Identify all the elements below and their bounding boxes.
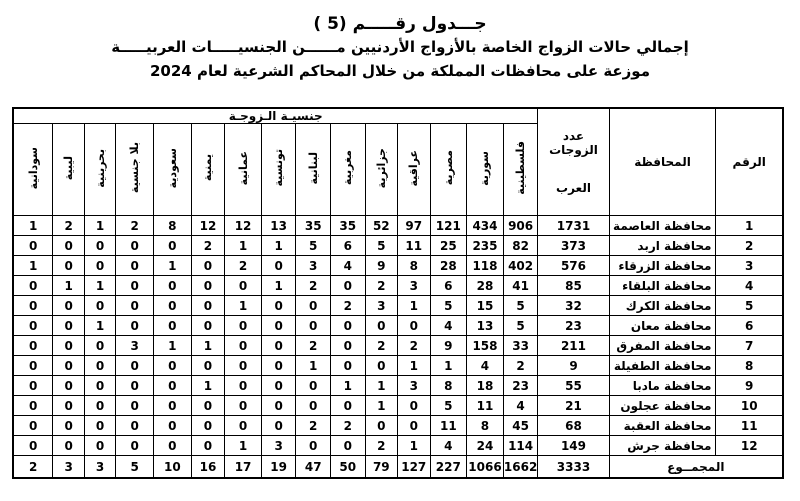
row-value: 1 bbox=[398, 356, 430, 376]
row-value: 0 bbox=[261, 316, 296, 336]
row-value: 9 bbox=[430, 336, 467, 356]
row-value: 0 bbox=[53, 236, 84, 256]
row-governorate: محافظة جرش bbox=[609, 436, 716, 456]
nationality-label: يمنية bbox=[201, 154, 215, 182]
row-total: 1731 bbox=[538, 216, 609, 236]
row-governorate: محافظة العاصمة bbox=[609, 216, 716, 236]
totals-row bbox=[13, 456, 783, 479]
governorate-header: المحافظة bbox=[609, 108, 716, 216]
row-value: 2 bbox=[365, 436, 397, 456]
nationality-label: فلسطينية bbox=[514, 141, 528, 195]
row-value: 0 bbox=[116, 276, 154, 296]
totals-value: 19 bbox=[261, 456, 296, 479]
row-value: 8 bbox=[430, 376, 467, 396]
row-rank: 12 bbox=[716, 436, 783, 456]
row-value: 0 bbox=[13, 376, 53, 396]
row-value: 1 bbox=[398, 296, 430, 316]
row-total: 576 bbox=[538, 256, 609, 276]
row-value: 8 bbox=[467, 416, 504, 436]
row-value: 0 bbox=[296, 396, 331, 416]
totals-value: 3 bbox=[53, 456, 84, 479]
row-value: 18 bbox=[467, 376, 504, 396]
totals-value: 2 bbox=[13, 456, 53, 479]
row-value: 0 bbox=[398, 316, 430, 336]
totals-label: المجمــوع bbox=[609, 456, 783, 479]
nationality-group-header: جنسيـة الـزوجـة bbox=[13, 108, 538, 124]
nationality-header-7 bbox=[261, 124, 296, 216]
row-value: 0 bbox=[225, 356, 262, 376]
table-row bbox=[13, 256, 783, 276]
row-value: 1 bbox=[365, 396, 397, 416]
row-value: 0 bbox=[84, 436, 115, 456]
table-subtitle: موزعة على محافظات المملكة من خلال المحاكم الشرعية لعام 2024 bbox=[150, 62, 650, 80]
row-value: 6 bbox=[430, 276, 467, 296]
row-value: 0 bbox=[154, 436, 192, 456]
row-value: 0 bbox=[53, 376, 84, 396]
row-value: 0 bbox=[13, 356, 53, 376]
nationality-label: عراقية bbox=[407, 149, 421, 187]
row-value: 1 bbox=[430, 356, 467, 376]
row-value: 0 bbox=[191, 436, 225, 456]
row-value: 0 bbox=[53, 416, 84, 436]
row-value: 35 bbox=[296, 216, 331, 236]
row-governorate: محافظة مادبا bbox=[609, 376, 716, 396]
row-total: 55 bbox=[538, 376, 609, 396]
row-value: 2 bbox=[296, 276, 331, 296]
row-value: 0 bbox=[225, 336, 262, 356]
row-value: 3 bbox=[261, 436, 296, 456]
row-value: 0 bbox=[84, 356, 115, 376]
table-row bbox=[13, 216, 783, 236]
row-value: 1 bbox=[191, 336, 225, 356]
row-value: 9 bbox=[365, 256, 397, 276]
row-value: 2 bbox=[296, 336, 331, 356]
row-value: 0 bbox=[84, 416, 115, 436]
row-value: 24 bbox=[467, 436, 504, 456]
row-total: 85 bbox=[538, 276, 609, 296]
totals-value: 3 bbox=[84, 456, 115, 479]
table-number-title: جـــدول رقـــــم (5 ) bbox=[313, 14, 487, 34]
nationality-label: مغربية bbox=[341, 150, 355, 186]
row-value: 0 bbox=[13, 416, 53, 436]
row-value: 0 bbox=[154, 416, 192, 436]
row-value: 2 bbox=[365, 336, 397, 356]
totals-value: 47 bbox=[296, 456, 331, 479]
nationality-label: عمانية bbox=[236, 150, 250, 186]
row-value: 25 bbox=[430, 236, 467, 256]
row-value: 235 bbox=[467, 236, 504, 256]
row-value: 1 bbox=[84, 276, 115, 296]
row-value: 8 bbox=[154, 216, 192, 236]
row-value: 4 bbox=[331, 256, 366, 276]
nationality-header-14 bbox=[13, 124, 53, 216]
row-value: 114 bbox=[503, 436, 538, 456]
row-value: 0 bbox=[53, 316, 84, 336]
totals-value: 5 bbox=[116, 456, 154, 479]
row-value: 0 bbox=[191, 356, 225, 376]
row-value: 1 bbox=[365, 376, 397, 396]
row-value: 0 bbox=[116, 356, 154, 376]
row-value: 0 bbox=[84, 236, 115, 256]
row-rank: 10 bbox=[716, 396, 783, 416]
row-value: 2 bbox=[191, 236, 225, 256]
row-value: 0 bbox=[154, 276, 192, 296]
row-value: 0 bbox=[116, 256, 154, 276]
row-value: 33 bbox=[503, 336, 538, 356]
row-value: 0 bbox=[261, 376, 296, 396]
row-value: 1 bbox=[331, 376, 366, 396]
row-value: 0 bbox=[13, 436, 53, 456]
totals-value: 127 bbox=[398, 456, 430, 479]
nationality-header-1 bbox=[467, 124, 504, 216]
row-value: 0 bbox=[296, 376, 331, 396]
row-value: 2 bbox=[331, 416, 366, 436]
row-value: 0 bbox=[331, 336, 366, 356]
row-value: 0 bbox=[331, 316, 366, 336]
row-value: 1 bbox=[84, 316, 115, 336]
row-rank: 8 bbox=[716, 356, 783, 376]
table-row bbox=[13, 396, 783, 416]
row-value: 6 bbox=[331, 236, 366, 256]
row-governorate: محافظة الطفيلة bbox=[609, 356, 716, 376]
row-value: 0 bbox=[84, 376, 115, 396]
row-value: 0 bbox=[53, 296, 84, 316]
row-value: 0 bbox=[13, 296, 53, 316]
row-value: 0 bbox=[53, 396, 84, 416]
row-rank: 3 bbox=[716, 256, 783, 276]
nationality-header-4 bbox=[365, 124, 397, 216]
row-value: 5 bbox=[296, 236, 331, 256]
nationality-label: جزائرية bbox=[374, 147, 388, 189]
row-value: 35 bbox=[331, 216, 366, 236]
nationality-header-0 bbox=[503, 124, 538, 216]
row-value: 28 bbox=[467, 276, 504, 296]
row-value: 0 bbox=[225, 316, 262, 336]
row-value: 0 bbox=[13, 396, 53, 416]
row-value: 0 bbox=[116, 236, 154, 256]
nationality-header-6 bbox=[296, 124, 331, 216]
row-value: 0 bbox=[261, 356, 296, 376]
row-value: 0 bbox=[261, 396, 296, 416]
row-value: 2 bbox=[296, 416, 331, 436]
row-value: 1 bbox=[261, 276, 296, 296]
row-value: 5 bbox=[503, 296, 538, 316]
totals-value: 227 bbox=[430, 456, 467, 479]
row-value: 28 bbox=[430, 256, 467, 276]
row-value: 45 bbox=[503, 416, 538, 436]
row-rank: 2 bbox=[716, 236, 783, 256]
nationality-label: سعودية bbox=[165, 147, 179, 189]
row-value: 0 bbox=[365, 356, 397, 376]
row-value: 0 bbox=[154, 236, 192, 256]
row-value: 2 bbox=[225, 256, 262, 276]
table-row bbox=[13, 356, 783, 376]
row-value: 1 bbox=[154, 336, 192, 356]
row-value: 0 bbox=[13, 316, 53, 336]
row-total: 68 bbox=[538, 416, 609, 436]
row-value: 0 bbox=[296, 436, 331, 456]
nationality-label: بلا جنسية bbox=[128, 142, 142, 194]
row-value: 2 bbox=[398, 336, 430, 356]
row-value: 0 bbox=[331, 276, 366, 296]
table-row bbox=[13, 376, 783, 396]
row-value: 11 bbox=[398, 236, 430, 256]
row-value: 2 bbox=[503, 356, 538, 376]
nationality-header-8 bbox=[225, 124, 262, 216]
row-value: 23 bbox=[503, 376, 538, 396]
row-total: 149 bbox=[538, 436, 609, 456]
row-value: 1 bbox=[53, 276, 84, 296]
row-value: 0 bbox=[225, 276, 262, 296]
row-value: 0 bbox=[154, 316, 192, 336]
row-value: 0 bbox=[261, 336, 296, 356]
row-value: 2 bbox=[331, 296, 366, 316]
nationality-label: بحرينية bbox=[93, 148, 107, 188]
row-value: 158 bbox=[467, 336, 504, 356]
table-row bbox=[13, 236, 783, 256]
row-value: 1 bbox=[225, 436, 262, 456]
row-value: 0 bbox=[84, 396, 115, 416]
nationality-label: ليبية bbox=[62, 155, 76, 181]
row-value: 0 bbox=[331, 356, 366, 376]
totals-grand-total: 3333 bbox=[538, 456, 609, 479]
row-value: 0 bbox=[296, 296, 331, 316]
row-governorate: محافظة المفرق bbox=[609, 336, 716, 356]
row-value: 0 bbox=[261, 256, 296, 276]
row-rank: 4 bbox=[716, 276, 783, 296]
row-value: 0 bbox=[116, 316, 154, 336]
row-value: 1 bbox=[13, 216, 53, 236]
row-governorate: محافظة الكرك bbox=[609, 296, 716, 316]
row-value: 1 bbox=[261, 236, 296, 256]
row-value: 0 bbox=[398, 416, 430, 436]
row-value: 0 bbox=[13, 336, 53, 356]
row-value: 0 bbox=[53, 436, 84, 456]
nationality-header-10 bbox=[154, 124, 192, 216]
row-rank: 1 bbox=[716, 216, 783, 236]
row-value: 0 bbox=[365, 316, 397, 336]
row-governorate: محافظة الزرقاء bbox=[609, 256, 716, 276]
row-value: 1 bbox=[13, 256, 53, 276]
row-value: 12 bbox=[225, 216, 262, 236]
totals-value: 1662 bbox=[503, 456, 538, 479]
row-value: 434 bbox=[467, 216, 504, 236]
row-total: 9 bbox=[538, 356, 609, 376]
row-value: 3 bbox=[296, 256, 331, 276]
nationality-header-5 bbox=[331, 124, 366, 216]
row-value: 1 bbox=[225, 236, 262, 256]
row-total: 373 bbox=[538, 236, 609, 256]
nationality-header-11 bbox=[116, 124, 154, 216]
row-value: 13 bbox=[467, 316, 504, 336]
table-main-title: إجمالي حالات الزواج الخاصة بالأزواج الأردنيين مــــــن الجنسيـــــات العربيـــــة bbox=[111, 38, 689, 56]
row-value: 906 bbox=[503, 216, 538, 236]
row-value: 0 bbox=[191, 276, 225, 296]
row-value: 0 bbox=[116, 296, 154, 316]
row-rank: 7 bbox=[716, 336, 783, 356]
row-value: 5 bbox=[430, 396, 467, 416]
nationality-label: سودانية bbox=[26, 146, 40, 190]
row-value: 1 bbox=[225, 296, 262, 316]
row-value: 3 bbox=[365, 296, 397, 316]
row-value: 0 bbox=[261, 296, 296, 316]
totals-value: 50 bbox=[331, 456, 366, 479]
row-value: 0 bbox=[331, 396, 366, 416]
nationality-label: تونسية bbox=[272, 149, 286, 187]
nationality-header-12 bbox=[84, 124, 115, 216]
row-value: 5 bbox=[503, 316, 538, 336]
row-value: 0 bbox=[191, 256, 225, 276]
row-value: 15 bbox=[467, 296, 504, 316]
row-value: 118 bbox=[467, 256, 504, 276]
row-value: 0 bbox=[116, 416, 154, 436]
row-value: 2 bbox=[365, 276, 397, 296]
row-total: 21 bbox=[538, 396, 609, 416]
table-row bbox=[13, 296, 783, 316]
row-value: 1 bbox=[296, 356, 331, 376]
row-value: 1 bbox=[191, 376, 225, 396]
totals-value: 79 bbox=[365, 456, 397, 479]
row-governorate: محافظة البلقاء bbox=[609, 276, 716, 296]
table-row bbox=[13, 436, 783, 456]
nationality-header-3 bbox=[398, 124, 430, 216]
row-value: 3 bbox=[398, 276, 430, 296]
rank-header: الرقم bbox=[716, 108, 783, 216]
row-rank: 9 bbox=[716, 376, 783, 396]
row-value: 0 bbox=[191, 316, 225, 336]
row-value: 0 bbox=[154, 376, 192, 396]
row-governorate: محافظة معان bbox=[609, 316, 716, 336]
row-value: 0 bbox=[13, 276, 53, 296]
row-value: 0 bbox=[191, 396, 225, 416]
row-value: 0 bbox=[53, 336, 84, 356]
nationality-header-9 bbox=[191, 124, 225, 216]
marriages-table bbox=[12, 107, 784, 479]
row-value: 0 bbox=[84, 256, 115, 276]
row-value: 0 bbox=[261, 416, 296, 436]
table-row bbox=[13, 276, 783, 296]
table-row bbox=[13, 336, 783, 356]
row-value: 0 bbox=[191, 416, 225, 436]
row-governorate: محافظة اربد bbox=[609, 236, 716, 256]
row-value: 3 bbox=[398, 376, 430, 396]
row-value: 0 bbox=[116, 436, 154, 456]
row-rank: 11 bbox=[716, 416, 783, 436]
row-value: 1 bbox=[154, 256, 192, 276]
row-value: 4 bbox=[430, 436, 467, 456]
row-value: 52 bbox=[365, 216, 397, 236]
row-value: 82 bbox=[503, 236, 538, 256]
row-value: 121 bbox=[430, 216, 467, 236]
row-value: 0 bbox=[331, 436, 366, 456]
row-value: 0 bbox=[84, 336, 115, 356]
row-value: 4 bbox=[430, 316, 467, 336]
row-total: 211 bbox=[538, 336, 609, 356]
row-value: 2 bbox=[53, 216, 84, 236]
row-value: 0 bbox=[116, 376, 154, 396]
row-total: 23 bbox=[538, 316, 609, 336]
row-value: 0 bbox=[365, 416, 397, 436]
table-row bbox=[13, 316, 783, 336]
row-value: 2 bbox=[116, 216, 154, 236]
nationality-header-2 bbox=[430, 124, 467, 216]
row-value: 0 bbox=[191, 296, 225, 316]
row-value: 0 bbox=[154, 296, 192, 316]
row-value: 1 bbox=[84, 216, 115, 236]
wives-count-label: عدد الزوجات bbox=[549, 129, 598, 157]
row-value: 4 bbox=[467, 356, 504, 376]
row-governorate: محافظة عجلون bbox=[609, 396, 716, 416]
nationality-label: سورية bbox=[478, 150, 492, 186]
row-rank: 6 bbox=[716, 316, 783, 336]
totals-value: 10 bbox=[154, 456, 192, 479]
row-value: 0 bbox=[53, 356, 84, 376]
row-value: 41 bbox=[503, 276, 538, 296]
row-value: 402 bbox=[503, 256, 538, 276]
row-value: 1 bbox=[398, 436, 430, 456]
row-value: 0 bbox=[225, 396, 262, 416]
row-governorate: محافظة العقبة bbox=[609, 416, 716, 436]
row-value: 5 bbox=[365, 236, 397, 256]
row-value: 3 bbox=[116, 336, 154, 356]
row-value: 97 bbox=[398, 216, 430, 236]
wives-count-header bbox=[538, 108, 609, 216]
row-value: 5 bbox=[430, 296, 467, 316]
nationality-label: مصرية bbox=[441, 150, 455, 186]
row-total: 32 bbox=[538, 296, 609, 316]
row-value: 0 bbox=[154, 356, 192, 376]
row-value: 0 bbox=[225, 416, 262, 436]
totals-value: 17 bbox=[225, 456, 262, 479]
table-row bbox=[13, 416, 783, 436]
nationality-header-13 bbox=[53, 124, 84, 216]
row-value: 12 bbox=[191, 216, 225, 236]
arabs-label: العرب bbox=[556, 181, 591, 195]
row-value: 0 bbox=[53, 256, 84, 276]
row-value: 0 bbox=[296, 316, 331, 336]
nationality-label: لبنانية bbox=[306, 151, 320, 185]
row-value: 11 bbox=[467, 396, 504, 416]
row-rank: 5 bbox=[716, 296, 783, 316]
totals-value: 16 bbox=[191, 456, 225, 479]
row-value: 8 bbox=[398, 256, 430, 276]
row-value: 0 bbox=[116, 396, 154, 416]
row-value: 0 bbox=[225, 376, 262, 396]
row-value: 11 bbox=[430, 416, 467, 436]
row-value: 0 bbox=[13, 236, 53, 256]
row-value: 0 bbox=[84, 296, 115, 316]
table-body bbox=[13, 216, 783, 479]
row-value: 4 bbox=[503, 396, 538, 416]
totals-value: 1066 bbox=[467, 456, 504, 479]
row-value: 0 bbox=[154, 396, 192, 416]
row-value: 0 bbox=[398, 396, 430, 416]
row-value: 13 bbox=[261, 216, 296, 236]
